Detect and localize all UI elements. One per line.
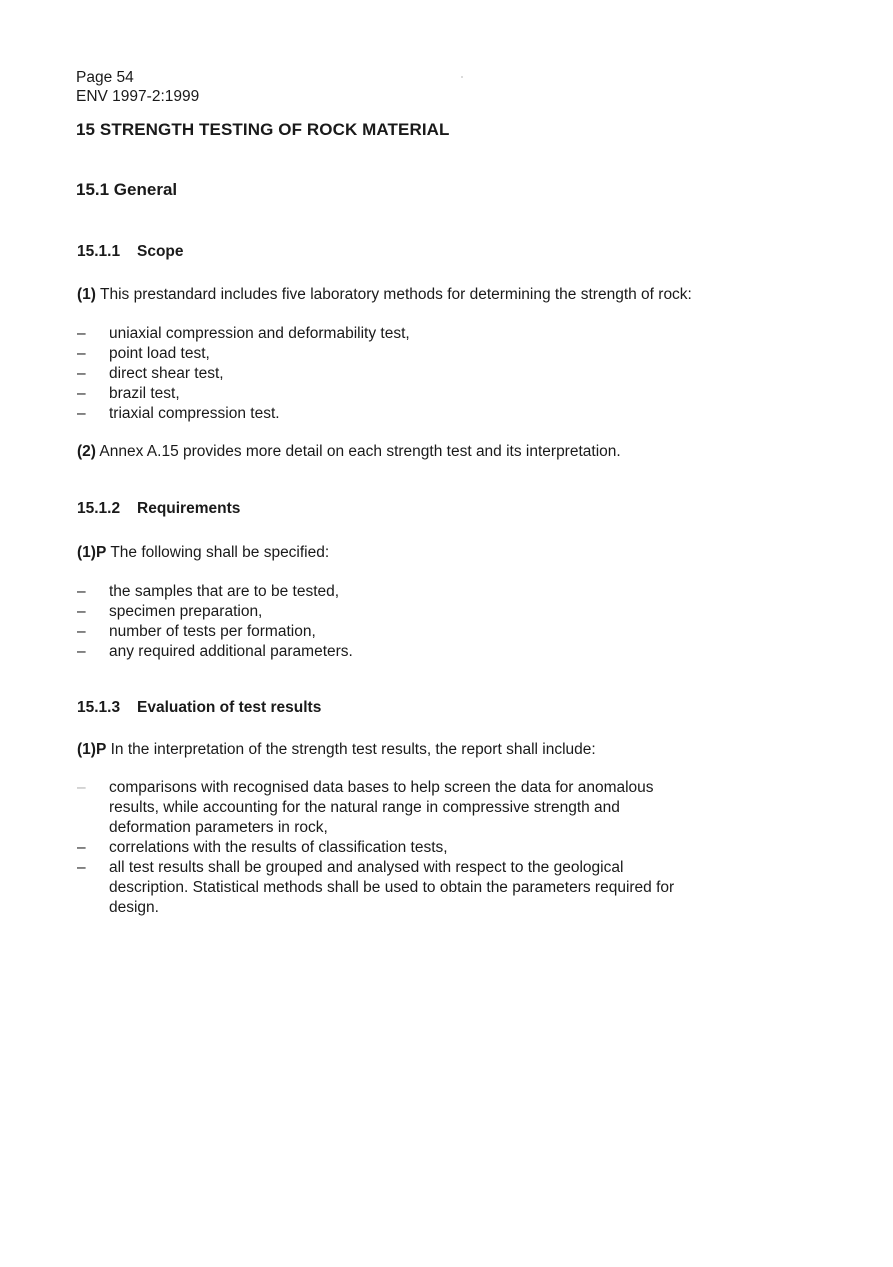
evaluation-paragraph-1 bbox=[77, 740, 777, 760]
list-item: – uniaxial compression and deformability test, bbox=[77, 325, 410, 342]
list-item: – triaxial compression test. bbox=[77, 405, 280, 422]
list-item: – number of tests per formation, bbox=[77, 623, 316, 640]
clause-text: In the interpretation of the strength test results, the report shall include: bbox=[110, 741, 596, 758]
heading-scope bbox=[77, 243, 184, 261]
heading-title: Requirements bbox=[137, 500, 241, 517]
list-item: – specimen preparation, bbox=[77, 603, 263, 620]
list-item: – the samples that are to be tested, bbox=[77, 583, 340, 600]
list-item: – any required additional parameters. bbox=[77, 643, 353, 660]
heading-number: 15.1.2 bbox=[77, 500, 121, 517]
list-item: – comparisons with recognised data bases to help screen the data for anomalous results, while accounting for the natural range in compressive strength and deformation parameters in rock, bbox=[77, 779, 654, 836]
list-item: – point load test, bbox=[77, 345, 210, 362]
list-item: – correlations with the results of classification tests, bbox=[77, 839, 448, 856]
clause-label: (1)P bbox=[77, 741, 107, 758]
requirements-paragraph-1 bbox=[77, 543, 777, 563]
heading-title: Evaluation of test results bbox=[137, 699, 322, 716]
clause-text: This prestandard includes five laboratory methods for determining the strength of rock: bbox=[99, 286, 692, 303]
scope-method-list bbox=[77, 324, 737, 424]
subsection-heading-general: 15.1 General bbox=[76, 180, 178, 199]
scan-speck bbox=[461, 76, 463, 78]
heading-number: 15.1.3 bbox=[77, 699, 121, 716]
heading-evaluation bbox=[77, 699, 321, 717]
clause-label: (1) bbox=[77, 286, 96, 303]
list-item: – brazil test, bbox=[77, 385, 180, 402]
clause-text: The following shall be specified: bbox=[110, 544, 330, 561]
scope-paragraph-1 bbox=[77, 285, 777, 305]
clause-label: (2) bbox=[77, 443, 96, 460]
heading-requirements bbox=[77, 500, 240, 518]
clause-label: (1)P bbox=[77, 544, 107, 561]
heading-number: 15.1.1 bbox=[77, 243, 121, 260]
page-number: Page 54 bbox=[76, 69, 134, 86]
heading-title: Scope bbox=[137, 243, 184, 260]
evaluation-list bbox=[77, 778, 737, 918]
requirements-list bbox=[77, 582, 737, 662]
clause-text: Annex A.15 provides more detail on each strength test and its interpretation. bbox=[99, 443, 621, 460]
section-heading: 15 STRENGTH TESTING OF ROCK MATERIAL bbox=[76, 120, 450, 139]
scope-paragraph-2 bbox=[77, 442, 777, 462]
list-item: – all test results shall be grouped and analysed with respect to the geological description. Statistical methods shall be used to obtain the parameters required for design. bbox=[77, 859, 675, 916]
list-item: – direct shear test, bbox=[77, 365, 224, 382]
standard-reference: ENV 1997-2:1999 bbox=[76, 88, 200, 105]
